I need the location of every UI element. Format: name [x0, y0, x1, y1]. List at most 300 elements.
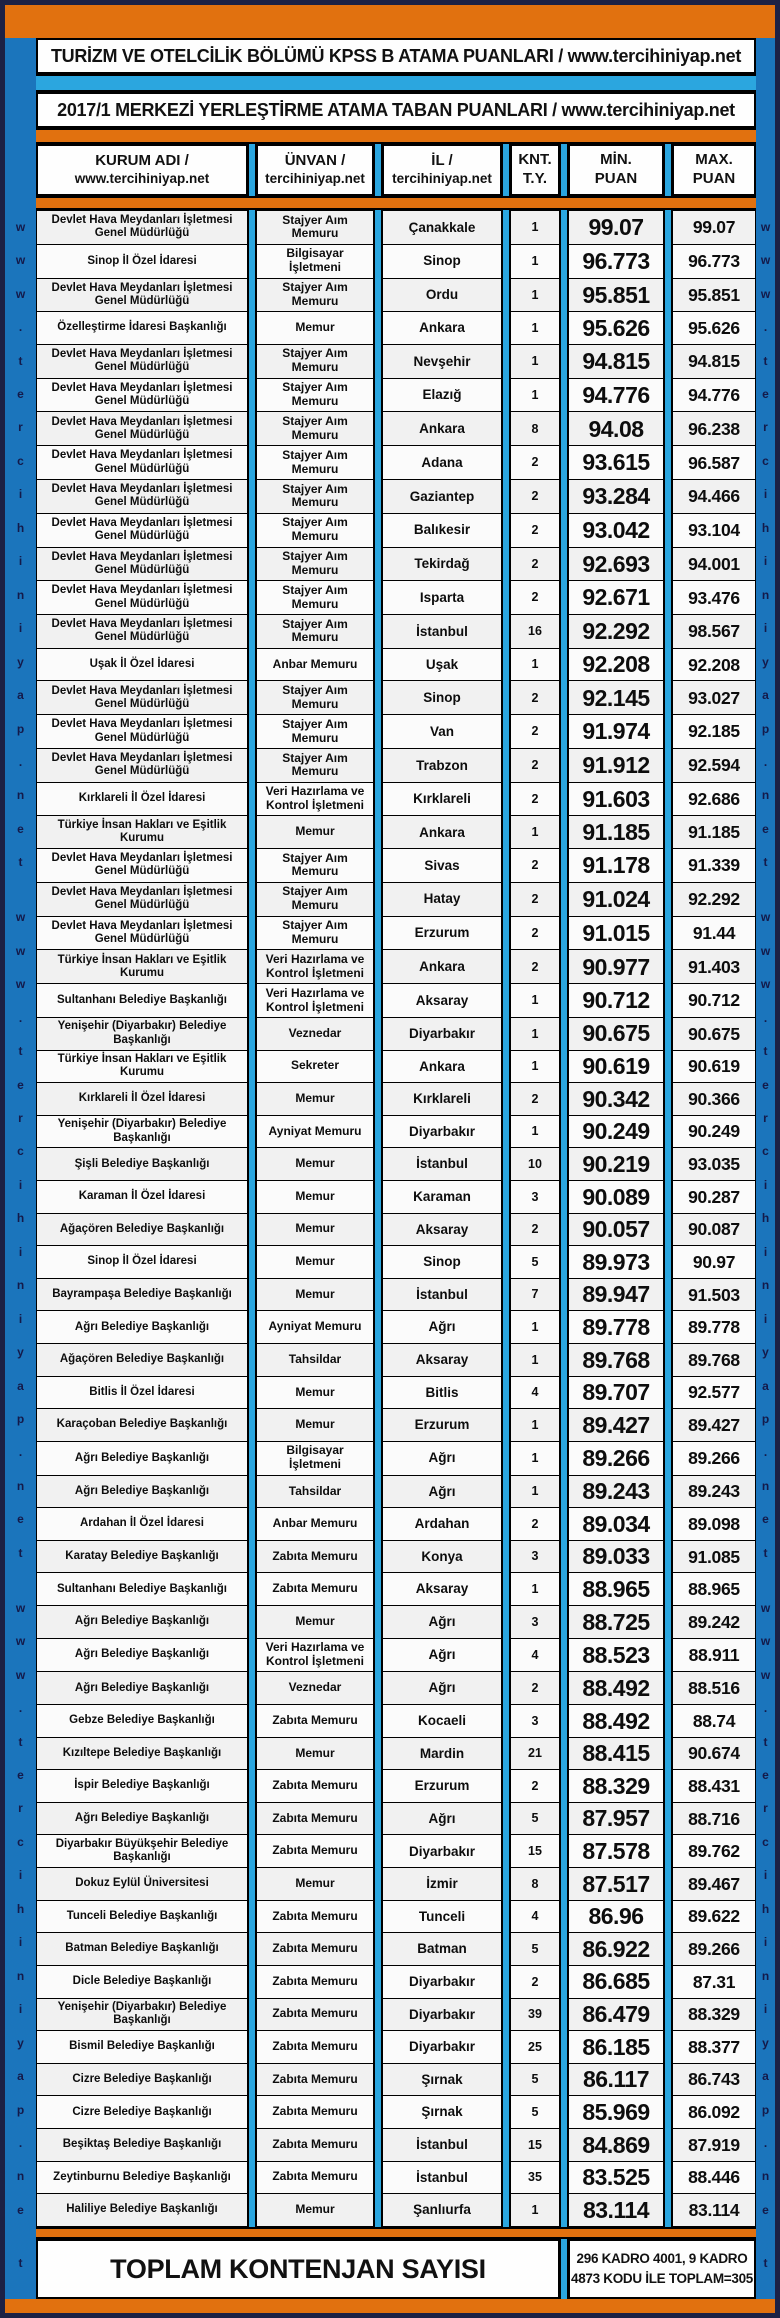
- column-separator: [502, 1671, 510, 1705]
- cell-kurum-adi: Yenişehir (Diyarbakır) Belediye Başkanlığı: [36, 1017, 248, 1051]
- column-separator: [664, 983, 672, 1018]
- column-separator: [664, 1180, 672, 1214]
- table-row: [36, 648, 756, 682]
- column-separator: [374, 1704, 382, 1738]
- cell-max-puan: 89.242: [672, 1605, 756, 1639]
- cell-min-puan: 92.671: [568, 580, 664, 615]
- cell-unvan: Zabıta Memuru: [256, 2063, 374, 2097]
- vertical-url-letter: w: [15, 910, 26, 925]
- cell-min-puan: 86.685: [568, 1965, 664, 1999]
- column-separator: [560, 882, 568, 917]
- cell-max-puan: 92.208: [672, 648, 756, 682]
- cell-unvan: Zabıta Memuru: [256, 1932, 374, 1966]
- cell-min-puan: 99.07: [568, 210, 664, 245]
- column-separator: [248, 479, 256, 514]
- cell-il: Van: [382, 714, 502, 749]
- cell-min-puan: 88.492: [568, 1671, 664, 1705]
- cell-max-puan: 88.965: [672, 1572, 756, 1606]
- vertical-url-letter: r: [763, 420, 768, 435]
- cell-il: Ağrı: [382, 1310, 502, 1344]
- cell-unvan: Stajyer Aım Memuru: [256, 411, 374, 446]
- column-separator: [560, 1965, 568, 1999]
- column-separator: [560, 1082, 568, 1116]
- table-row: [36, 2030, 756, 2064]
- column-separator: [664, 815, 672, 849]
- column-separator: [664, 344, 672, 379]
- cell-il: Tunceli: [382, 1900, 502, 1934]
- header-line: T.Y.: [522, 170, 548, 187]
- column-separator: [374, 1737, 382, 1771]
- column-separator: [374, 1769, 382, 1803]
- cell-unvan: Memur: [256, 1278, 374, 1312]
- column-separator: [502, 1343, 510, 1377]
- vertical-url-letter: h: [761, 1211, 770, 1226]
- cell-min-puan: 92.145: [568, 680, 664, 715]
- column-separator: [560, 1540, 568, 1574]
- table-row: [36, 378, 756, 413]
- cell-unvan: Veznedar: [256, 1671, 374, 1705]
- column-separator: [374, 210, 382, 245]
- column-separator: [248, 714, 256, 749]
- cell-kurum-adi: Yenişehir (Diyarbakır) Belediye Başkanlığı: [36, 1998, 248, 2032]
- header-line: PUAN: [594, 170, 638, 187]
- vertical-url-letter: i: [763, 1868, 768, 1883]
- column-separator: [560, 983, 568, 1018]
- vertical-url-letter: e: [17, 821, 24, 836]
- cell-kontenjan: 3: [510, 1704, 560, 1738]
- column-separator: [560, 614, 568, 649]
- page-subtitle: 2017/1 MERKEZİ YERLEŞTİRME ATAMA TABAN PUANLARI / www.tercihiniyap.net: [36, 92, 756, 128]
- column-separator: [374, 479, 382, 514]
- column-separator: [374, 2128, 382, 2162]
- column-separator: [374, 344, 382, 379]
- column-separator: [560, 547, 568, 582]
- cell-min-puan: 90.977: [568, 949, 664, 984]
- cell-max-puan: 88.329: [672, 1998, 756, 2032]
- cell-kurum-adi: Özelleştirme İdaresi Başkanlığı: [36, 311, 248, 345]
- cell-unvan: Sekreter: [256, 1050, 374, 1084]
- vertical-url-letter: e: [17, 1768, 24, 1783]
- vertical-url-letter: i: [763, 621, 768, 636]
- column-separator: [502, 1213, 510, 1247]
- column-separator: [248, 2095, 256, 2129]
- cell-kontenjan: 1: [510, 344, 560, 379]
- cell-kurum-adi: Devlet Hava Meydanları İşletmesi Genel Müdürlüğü: [36, 445, 248, 480]
- cell-min-puan: 89.266: [568, 1441, 664, 1476]
- column-separator: [560, 680, 568, 715]
- column-separator: [248, 1965, 256, 1999]
- cell-il: İstanbul: [382, 2161, 502, 2195]
- cell-unvan: Memur: [256, 1867, 374, 1901]
- column-separator: [248, 210, 256, 245]
- table-row: [36, 1507, 756, 1541]
- cell-kurum-adi: Karaçoban Belediye Başkanlığı: [36, 1408, 248, 1442]
- vertical-url-letter: i: [763, 2002, 768, 2017]
- cell-kontenjan: 5: [510, 2063, 560, 2097]
- column-separator: [560, 1638, 568, 1673]
- table-row: [36, 1737, 756, 1771]
- cell-kontenjan: 3: [510, 1540, 560, 1574]
- table-row: [36, 1605, 756, 1639]
- column-separator: [664, 479, 672, 514]
- column-separator: [560, 2193, 568, 2227]
- column-separator: [560, 344, 568, 379]
- column-separator: [560, 278, 568, 313]
- cell-kurum-adi: Devlet Hava Meydanları İşletmesi Genel Müdürlüğü: [36, 479, 248, 514]
- vertical-url-letter: y: [17, 2035, 24, 2050]
- cell-kurum-adi: Sultanhanı Belediye Başkanlığı: [36, 983, 248, 1018]
- cell-unvan: Stajyer Aım Memuru: [256, 278, 374, 313]
- table-row: [36, 1017, 756, 1051]
- cell-min-puan: 83.525: [568, 2161, 664, 2195]
- table-row: [36, 580, 756, 615]
- vertical-url-letter: i: [18, 621, 23, 636]
- cell-kontenjan: 4: [510, 1900, 560, 1934]
- table-row: [36, 1900, 756, 1934]
- column-separator: [502, 882, 510, 917]
- cell-min-puan: 84.869: [568, 2128, 664, 2162]
- table-row: [36, 1050, 756, 1084]
- vertical-url-letter: w: [15, 253, 26, 268]
- cell-kontenjan: 2: [510, 479, 560, 514]
- column-separator: [664, 2193, 672, 2227]
- column-separator: [664, 848, 672, 883]
- column-separator: [664, 1147, 672, 1181]
- column-separator: [560, 244, 568, 279]
- cell-unvan: Memur: [256, 1245, 374, 1279]
- cell-kontenjan: 16: [510, 614, 560, 649]
- vertical-url-letter: n: [761, 1968, 770, 1983]
- header-kurum: [36, 144, 248, 196]
- vertical-url-letter: r: [18, 1110, 23, 1125]
- cell-min-puan: 88.492: [568, 1704, 664, 1738]
- cell-kontenjan: 2: [510, 1213, 560, 1247]
- cell-kontenjan: 2: [510, 916, 560, 951]
- vertical-url-letter: w: [760, 1600, 771, 1615]
- cell-max-puan: 95.626: [672, 311, 756, 345]
- cell-unvan: Tahsildar: [256, 1343, 374, 1377]
- cell-min-puan: 88.725: [568, 1605, 664, 1639]
- cell-il: İstanbul: [382, 1147, 502, 1181]
- column-separator: [664, 1082, 672, 1116]
- cell-unvan: Stajyer Aım Memuru: [256, 445, 374, 480]
- cell-unvan: Memur: [256, 2193, 374, 2227]
- cell-min-puan: 91.974: [568, 714, 664, 749]
- cell-unvan: Zabıta Memuru: [256, 1802, 374, 1836]
- column-separator: [374, 882, 382, 917]
- column-separator: [248, 1441, 256, 1476]
- cell-min-puan: 87.957: [568, 1802, 664, 1836]
- vertical-url-letter: .: [763, 320, 768, 335]
- column-separator: [664, 714, 672, 749]
- cell-max-puan: 96.587: [672, 445, 756, 480]
- column-separator: [374, 1867, 382, 1901]
- cell-kurum-adi: Devlet Hava Meydanları İşletmesi Genel Müdürlüğü: [36, 411, 248, 446]
- column-separator: [502, 848, 510, 883]
- header-line: tercihiniyap.net: [392, 170, 492, 186]
- column-separator: [248, 983, 256, 1018]
- column-separator: [502, 1245, 510, 1279]
- cell-unvan: Veri Hazırlama ve Kontrol İşletmeni: [256, 1638, 374, 1673]
- column-separator: [560, 1441, 568, 1476]
- column-separator: [248, 815, 256, 849]
- column-separator: [248, 949, 256, 984]
- column-separator: [248, 378, 256, 413]
- column-separator: [248, 848, 256, 883]
- cell-kurum-adi: Uşak İl Özel İdaresi: [36, 648, 248, 682]
- column-separator: [560, 2030, 568, 2064]
- cell-min-puan: 91.024: [568, 882, 664, 917]
- column-separator: [502, 1310, 510, 1344]
- cell-il: İzmir: [382, 1867, 502, 1901]
- column-separator: [560, 1704, 568, 1738]
- cell-kontenjan: 1: [510, 1310, 560, 1344]
- cell-kontenjan: 2: [510, 714, 560, 749]
- total-quota-label: TOPLAM KONTENJAN SAYISI: [36, 2239, 560, 2299]
- vertical-url-letter: p: [761, 721, 770, 736]
- column-separator: [374, 1998, 382, 2032]
- cell-max-puan: 90.087: [672, 1213, 756, 1247]
- vertical-url-letter: [5, 1570, 36, 1591]
- vertical-url-letter: c: [17, 453, 24, 468]
- cell-unvan: Zabıta Memuru: [256, 1900, 374, 1934]
- cell-kontenjan: 4: [510, 1376, 560, 1410]
- cell-min-puan: 86.479: [568, 1998, 664, 2032]
- cell-kurum-adi: Tunceli Belediye Başkanlığı: [36, 1900, 248, 1934]
- vertical-url-letter: [5, 879, 36, 900]
- cell-il: Diyarbakır: [382, 1965, 502, 1999]
- vertical-url-letter: t: [18, 1044, 23, 1059]
- cell-min-puan: 95.851: [568, 278, 664, 313]
- column-separator: [248, 1737, 256, 1771]
- column-separator: [248, 1343, 256, 1377]
- orange-divider: [36, 196, 756, 210]
- cell-il: Elazığ: [382, 378, 502, 413]
- vertical-url-letter: .: [763, 1445, 768, 1460]
- column-separator: [374, 1147, 382, 1181]
- cell-min-puan: 91.912: [568, 748, 664, 783]
- cell-kurum-adi: Bismil Belediye Başkanlığı: [36, 2030, 248, 2064]
- cell-kurum-adi: Ağrı Belediye Başkanlığı: [36, 1671, 248, 1705]
- column-separator: [664, 1572, 672, 1606]
- vertical-url-letter: i: [18, 1244, 23, 1259]
- column-separator: [560, 445, 568, 480]
- cell-max-puan: 92.686: [672, 782, 756, 817]
- cell-kurum-adi: Yenişehir (Diyarbakır) Belediye Başkanlığı: [36, 1115, 248, 1149]
- column-separator: [560, 580, 568, 615]
- table-row: [36, 1115, 756, 1149]
- cell-max-puan: 88.446: [672, 2161, 756, 2195]
- header-line: MAX.: [695, 151, 733, 169]
- cell-il: Şırnak: [382, 2095, 502, 2129]
- cell-kurum-adi: Zeytinburnu Belediye Başkanlığı: [36, 2161, 248, 2195]
- cell-max-puan: 90.97: [672, 1245, 756, 1279]
- cell-max-puan: 89.098: [672, 1507, 756, 1541]
- column-separator: [374, 714, 382, 749]
- column-separator: [560, 1605, 568, 1639]
- vertical-url-letter: i: [763, 1244, 768, 1259]
- column-separator: [560, 1998, 568, 2032]
- table-row: [36, 1638, 756, 1673]
- cell-max-puan: 89.266: [672, 1932, 756, 1966]
- column-separator: [664, 882, 672, 917]
- vertical-url-letter: i: [18, 554, 23, 569]
- cell-kurum-adi: Haliliye Belediye Başkanlığı: [36, 2193, 248, 2227]
- header-line: KNT.: [518, 151, 552, 169]
- column-separator: [560, 916, 568, 951]
- column-separator: [560, 2128, 568, 2162]
- column-separator: [560, 949, 568, 984]
- vertical-url-letter: t: [763, 1734, 768, 1749]
- vertical-url-letter: .: [18, 1701, 23, 1716]
- table-row: [36, 916, 756, 951]
- cell-il: Aksaray: [382, 1572, 502, 1606]
- cell-unvan: Veri Hazırlama ve Kontrol İşletmeni: [256, 983, 374, 1018]
- column-separator: [374, 1310, 382, 1344]
- vertical-url-letter: i: [18, 487, 23, 502]
- column-separator: [248, 1671, 256, 1705]
- cell-max-puan: 88.74: [672, 1704, 756, 1738]
- column-separator: [560, 848, 568, 883]
- table-row: [36, 1998, 756, 2032]
- cell-kontenjan: 3: [510, 1180, 560, 1214]
- cell-kurum-adi: Devlet Hava Meydanları İşletmesi Genel Müdürlüğü: [36, 378, 248, 413]
- column-separator: [374, 782, 382, 817]
- cell-min-puan: 88.329: [568, 1769, 664, 1803]
- column-separator: [560, 1867, 568, 1901]
- vertical-url-letter: e: [17, 386, 24, 401]
- column-separator: [374, 1441, 382, 1476]
- column-separator: [502, 1605, 510, 1639]
- column-separator: [502, 1278, 510, 1312]
- column-separator: [502, 1540, 510, 1574]
- vertical-url-letter: e: [762, 1077, 769, 1092]
- cell-il: Ağrı: [382, 1671, 502, 1705]
- cell-kontenjan: 2: [510, 1769, 560, 1803]
- cell-kurum-adi: Ardahan İl Özel İdaresi: [36, 1507, 248, 1541]
- cell-max-puan: 94.466: [672, 479, 756, 514]
- cell-min-puan: 87.517: [568, 1867, 664, 1901]
- column-separator: [502, 1867, 510, 1901]
- cell-kurum-adi: Cizre Belediye Başkanlığı: [36, 2063, 248, 2097]
- column-separator: [502, 1932, 510, 1966]
- table-row: [36, 1834, 756, 1868]
- cell-unvan: Stajyer Aım Memuru: [256, 916, 374, 951]
- cell-kontenjan: 2: [510, 949, 560, 984]
- cell-unvan: Zabıta Memuru: [256, 1834, 374, 1868]
- column-separator: [502, 1704, 510, 1738]
- column-separator: [664, 1834, 672, 1868]
- vertical-url-letter: w: [15, 1600, 26, 1615]
- cell-kurum-adi: Şişli Belediye Başkanlığı: [36, 1147, 248, 1181]
- column-separator: [248, 1147, 256, 1181]
- cell-max-puan: 93.035: [672, 1147, 756, 1181]
- table-row: [36, 210, 756, 245]
- vertical-url-letter: w: [760, 1634, 771, 1649]
- cell-min-puan: 91.015: [568, 916, 664, 951]
- cell-unvan: Memur: [256, 1737, 374, 1771]
- cell-kontenjan: 2: [510, 1965, 560, 1999]
- column-separator: [560, 1769, 568, 1803]
- vertical-url-letter: w: [760, 977, 771, 992]
- vertical-url-letter: y: [17, 654, 24, 669]
- column-separator: [248, 144, 256, 196]
- cell-kurum-adi: Devlet Hava Meydanları İşletmesi Genel Müdürlüğü: [36, 614, 248, 649]
- cell-min-puan: 90.089: [568, 1180, 664, 1214]
- cell-max-puan: 93.476: [672, 580, 756, 615]
- cell-kurum-adi: Ağrı Belediye Başkanlığı: [36, 1802, 248, 1836]
- cell-unvan: Stajyer Aım Memuru: [256, 513, 374, 548]
- column-separator: [374, 547, 382, 582]
- column-separator: [248, 782, 256, 817]
- column-separator: [502, 2161, 510, 2195]
- cyan-divider: [36, 74, 756, 92]
- cell-il: Sivas: [382, 848, 502, 883]
- vertical-url-letter: a: [17, 2069, 24, 2084]
- column-separator: [560, 513, 568, 548]
- cell-kurum-adi: Karatay Belediye Başkanlığı: [36, 1540, 248, 1574]
- cell-min-puan: 93.284: [568, 479, 664, 514]
- cell-unvan: Stajyer Aım Memuru: [256, 614, 374, 649]
- column-separator: [664, 1310, 672, 1344]
- column-separator: [374, 1376, 382, 1410]
- vertical-url-letter: r: [18, 1801, 23, 1816]
- column-separator: [374, 1213, 382, 1247]
- cell-kontenjan: 1: [510, 1017, 560, 1051]
- column-separator: [248, 1050, 256, 1084]
- column-separator: [502, 278, 510, 313]
- column-separator: [560, 1050, 568, 1084]
- cell-min-puan: 83.114: [568, 2193, 664, 2227]
- column-separator: [374, 1115, 382, 1149]
- total-quota-value: [568, 2239, 756, 2299]
- table-row: [36, 2193, 756, 2227]
- column-separator: [664, 1050, 672, 1084]
- column-separator: [374, 244, 382, 279]
- column-separator: [664, 1998, 672, 2032]
- table-row: [36, 1408, 756, 1442]
- cell-min-puan: 90.219: [568, 1147, 664, 1181]
- cell-kurum-adi: Kırklareli İl Özel İdaresi: [36, 1082, 248, 1116]
- cell-il: Ağrı: [382, 1605, 502, 1639]
- vertical-url-letter: h: [16, 520, 25, 535]
- column-separator: [502, 344, 510, 379]
- column-separator: [664, 1115, 672, 1149]
- cell-kontenjan: 21: [510, 1737, 560, 1771]
- cell-kontenjan: 3: [510, 1605, 560, 1639]
- column-separator: [502, 411, 510, 446]
- cell-max-puan: 88.377: [672, 2030, 756, 2064]
- column-separator: [502, 2128, 510, 2162]
- cell-max-puan: 92.292: [672, 882, 756, 917]
- cell-unvan: Stajyer Aım Memuru: [256, 378, 374, 413]
- cell-max-puan: 91.185: [672, 815, 756, 849]
- table-row: [36, 1965, 756, 1999]
- column-separator: [502, 614, 510, 649]
- cell-max-puan: 90.675: [672, 1017, 756, 1051]
- cell-kurum-adi: Devlet Hava Meydanları İşletmesi Genel Müdürlüğü: [36, 513, 248, 548]
- cell-unvan: Stajyer Aım Memuru: [256, 479, 374, 514]
- column-separator: [560, 1245, 568, 1279]
- column-separator: [374, 1572, 382, 1606]
- column-separator: [560, 748, 568, 783]
- cell-kontenjan: 2: [510, 1507, 560, 1541]
- column-separator: [560, 411, 568, 446]
- cell-kurum-adi: Dokuz Eylül Üniversitesi: [36, 1867, 248, 1901]
- vertical-url-letter: a: [762, 2069, 769, 2084]
- vertical-url-letter: e: [762, 1768, 769, 1783]
- vertical-url-letter: i: [763, 1177, 768, 1192]
